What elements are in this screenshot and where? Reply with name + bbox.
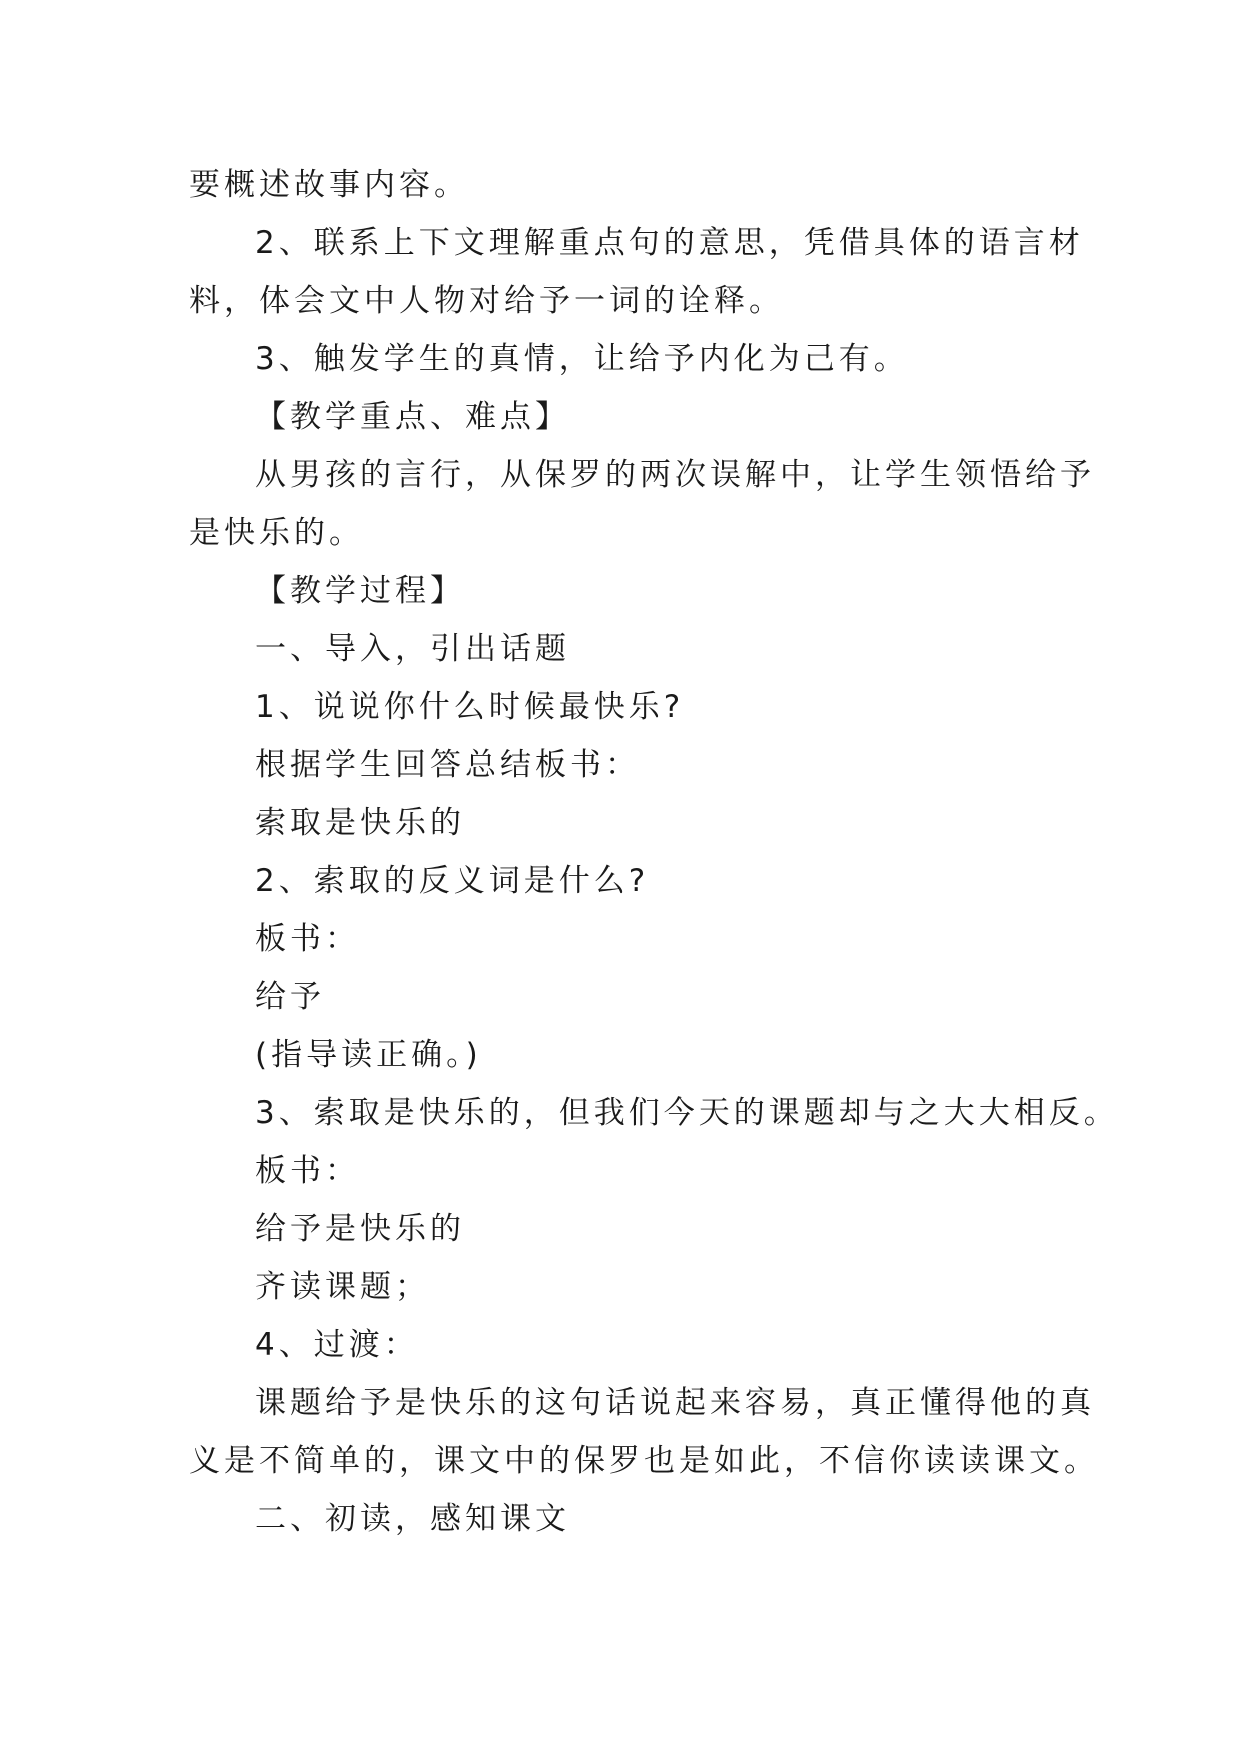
text-line: 要概述故事内容。 (189, 167, 469, 203)
text-line: 齐读课题； (255, 1269, 430, 1305)
text-line: 1、说说你什么时候最快乐? (255, 689, 685, 725)
text-line: 料，体会文中人物对给予一词的诠释。 (189, 283, 784, 319)
text-line: 从男孩的言行，从保罗的两次误解中，让学生领悟给予 (255, 457, 1095, 493)
text-line: 二、初读，感知课文 (255, 1501, 570, 1537)
text-line: 板书： (255, 1153, 360, 1189)
text-line: 一、导入，引出话题 (255, 631, 570, 667)
section-heading: 【教学重点、难点】 (255, 399, 570, 435)
text-line: 义是不简单的，课文中的保罗也是如此，不信你读读课文。 (189, 1443, 1099, 1479)
text-line: 板书： (255, 921, 360, 957)
text-line: 课题给予是快乐的这句话说起来容易，真正懂得他的真 (255, 1385, 1095, 1421)
text-line: (指导读正确。) (255, 1037, 482, 1073)
text-line: 是快乐的。 (189, 515, 364, 551)
text-line: 3、触发学生的真情，让给予内化为己有。 (255, 341, 909, 377)
text-line: 给予是快乐的 (255, 1211, 465, 1247)
text-line: 根据学生回答总结板书： (255, 747, 640, 783)
text-line: 2、索取的反义词是什么? (255, 863, 650, 899)
text-line: 4、过渡： (255, 1327, 419, 1363)
text-line: 索取是快乐的 (255, 805, 465, 841)
text-line: 给予 (255, 979, 325, 1015)
document-body (189, 156, 1119, 1548)
section-heading: 【教学过程】 (255, 573, 465, 609)
text-line: 3、索取是快乐的，但我们今天的课题却与之大大相反。 (255, 1095, 1119, 1131)
text-line: 2、联系上下文理解重点句的意思，凭借具体的语言材 (255, 225, 1084, 261)
